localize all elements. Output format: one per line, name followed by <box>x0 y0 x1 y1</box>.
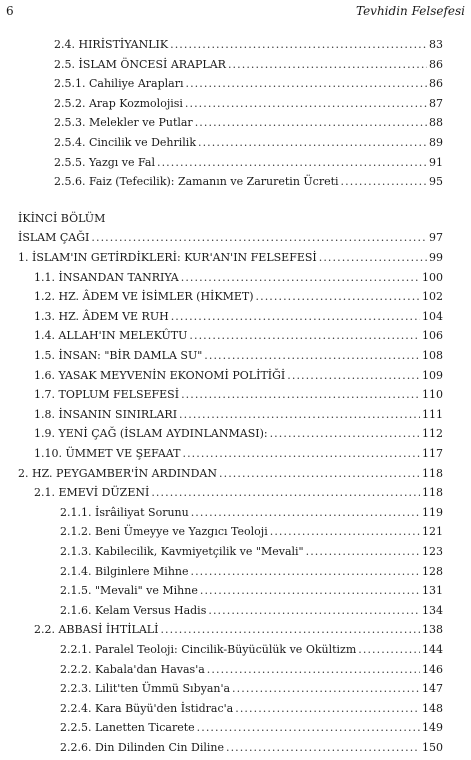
toc-entry-label: 2.1.5. "Mevali" ve Mihne <box>60 584 198 598</box>
toc-entry-label: 1.6. YASAK MEYVENİN EKONOMİ POLİTİĞİ <box>34 368 286 382</box>
toc-entry-page: 111 <box>422 407 443 421</box>
toc-entry-page: 128 <box>422 564 443 578</box>
toc-entry-label: 2.2.6. Din Dilinden Cin Diline <box>60 741 224 754</box>
toc-entry-page: 138 <box>422 623 443 637</box>
toc-entry-label: 2.2.4. Kara Büyü'den İstidrac'a <box>60 701 234 715</box>
dot-leader <box>197 721 420 734</box>
dot-leader <box>358 643 420 656</box>
dot-leader <box>151 486 420 499</box>
toc-entry <box>18 271 443 289</box>
toc-entry <box>18 136 443 154</box>
toc-entry-label: 2.2.1. Paralel Teoloji: Cincilik-Büyücülük ve Okültizm <box>60 643 357 656</box>
toc-entry <box>18 290 443 308</box>
toc-entry-page: 88 <box>429 116 443 130</box>
toc-entry-page: 112 <box>422 427 443 441</box>
toc-entry-label: 2.2.3. Lilit'ten Ümmü Sıbyan'a <box>60 682 231 696</box>
toc-entry-label: 2.2. ABBASİ İHTİLALİ <box>34 623 159 637</box>
toc-entry-page: 149 <box>422 721 443 735</box>
toc-entry <box>18 604 443 622</box>
dot-leader <box>341 175 427 188</box>
toc-entry-label: 2.1.4. Bilginlere Mihne <box>60 564 189 578</box>
toc-entry-label: 2.4. HIRİSTİYANLIK <box>54 38 169 51</box>
toc-entry <box>18 467 443 485</box>
toc-entry-label: 1.7. TOPLUM FELSEFESİ <box>34 388 180 402</box>
toc-entry-page: 86 <box>429 57 443 71</box>
part-heading-label: İKİNCİ BÖLÜM <box>18 211 106 225</box>
page-header <box>6 4 465 22</box>
toc-entry <box>18 38 443 56</box>
dot-leader <box>170 38 427 51</box>
toc-entry <box>18 329 443 347</box>
toc-entry-label: 1.8. İNSANIN SINIRLARI <box>34 407 178 421</box>
toc-entry-label: 1.5. İNSAN: "BİR DAMLA SU" <box>34 349 203 362</box>
dot-leader <box>189 329 420 342</box>
toc-entry <box>18 741 443 759</box>
dot-leader <box>191 506 420 519</box>
toc-entry-page: 134 <box>422 603 443 617</box>
toc-entry-label: 2.5.6. Faiz (Tefecilik): Zamanın ve Zaruretin Ücreti <box>54 175 339 189</box>
toc-entry-label: 2.1.2. Beni Ümeyye ve Yazgıcı Teoloji <box>60 525 268 539</box>
toc-entry-label: 1. İSLAM'IN GETİRDİKLERİ: KUR'AN'IN FELSEFESİ <box>18 251 317 264</box>
toc-entry-page: 83 <box>429 38 443 51</box>
toc-entry <box>18 369 443 387</box>
dot-leader <box>232 682 420 695</box>
toc-entry <box>18 486 443 504</box>
toc-entry-label: 2.2.5. Lanetten Ticarete <box>60 721 195 735</box>
toc-entry-label: 2.1.3. Kabilecilik, Kavmiyetçilik ve "Mevali" <box>60 545 304 558</box>
toc-entry <box>18 427 443 445</box>
toc-entry-page: 110 <box>422 388 443 402</box>
toc-entry-page: 123 <box>422 545 443 558</box>
toc-entry-label: 1.9. YENİ ÇAĞ (İSLAM AYDINLANMASI): <box>34 427 268 441</box>
toc-entry <box>18 97 443 115</box>
toc-entry-page: 150 <box>422 741 443 754</box>
dot-leader <box>182 447 420 460</box>
toc-entry-page: 99 <box>429 251 443 264</box>
toc-entry-page: 102 <box>422 290 443 304</box>
toc-entry-page: 108 <box>422 349 443 362</box>
dot-leader <box>179 408 420 421</box>
toc-entry-page: 109 <box>422 368 443 382</box>
dot-leader <box>157 156 427 169</box>
dot-leader <box>270 427 420 440</box>
toc-entry-page: 86 <box>429 77 443 91</box>
dot-leader <box>181 271 420 284</box>
dot-leader <box>185 97 427 110</box>
dot-leader <box>226 741 420 754</box>
toc-entry <box>18 584 443 602</box>
dot-leader <box>198 136 427 149</box>
toc-entry-label: 2.5.3. Melekler ve Putlar <box>54 116 193 130</box>
toc-entry <box>18 545 443 563</box>
toc-entry-label: 2.5. İSLAM ÖNCESİ ARAPLAR <box>54 57 226 71</box>
toc-entry <box>18 175 443 193</box>
toc-entry-page: 146 <box>422 662 443 676</box>
toc-entry-page: 118 <box>422 486 443 500</box>
dot-leader <box>219 467 420 480</box>
toc-entry <box>18 251 443 269</box>
toc-entry-page: 95 <box>429 175 443 189</box>
toc-entry-page: 100 <box>422 270 443 284</box>
toc-entry <box>18 702 443 720</box>
toc-entry-label: 2.1.1. İsrâiliyat Sorunu <box>60 505 189 519</box>
toc-entry-label: 2.1. EMEVİ DÜZENİ <box>34 486 150 500</box>
toc-entry <box>18 77 443 95</box>
dot-leader <box>228 58 427 71</box>
running-title: Tevhidin Felsefesi <box>356 4 465 18</box>
toc-entry-page: 118 <box>422 466 443 480</box>
toc-entry-page: 104 <box>422 309 443 323</box>
toc-entry <box>18 525 443 543</box>
toc-entry <box>18 231 443 249</box>
toc-entry-page: 119 <box>422 505 443 519</box>
toc-entry-page: 97 <box>429 231 443 245</box>
part-heading <box>18 212 443 230</box>
toc-entry-label: İSLAM ÇAĞI <box>18 231 90 245</box>
toc-entry <box>18 663 443 681</box>
toc-entry-page: 89 <box>429 136 443 149</box>
toc-entry <box>18 682 443 700</box>
toc-entry <box>18 721 443 739</box>
toc-entry-label: 2.2.2. Kabala'dan Havas'a <box>60 662 205 676</box>
toc-entry-label: 1.10. ÜMMET VE ŞEFAAT <box>34 447 181 460</box>
toc-entry-label: 2. HZ. PEYGAMBER'İN ARDINDAN <box>18 466 218 480</box>
toc-entry-page: 147 <box>422 682 443 696</box>
toc-entry-label: 2.5.5. Yazgı ve Fal <box>54 155 155 169</box>
dot-leader <box>185 77 427 90</box>
dot-leader <box>207 663 420 676</box>
toc-entry-label: 1.2. HZ. ÂDEM VE İSİMLER (HİKMET) <box>34 290 254 304</box>
toc-entry <box>18 156 443 174</box>
toc-entry-page: 131 <box>422 584 443 598</box>
toc-entry-label: 2.5.1. Cahiliye Arapları <box>54 77 184 91</box>
toc-entry-page: 117 <box>422 447 443 460</box>
toc-entry <box>18 408 443 426</box>
toc-entry-label: 2.5.4. Cincilik ve Dehrilik <box>54 136 196 149</box>
dot-leader <box>270 525 420 538</box>
toc-entry-label: 1.4. ALLAH'IN MELEKÛTU <box>34 329 188 343</box>
toc-entry-page: 144 <box>422 643 443 656</box>
dot-leader <box>204 349 420 362</box>
toc-entry <box>18 447 443 465</box>
dot-leader <box>195 116 427 129</box>
toc-entry <box>18 565 443 583</box>
toc-entry-page: 91 <box>429 155 443 169</box>
toc-entry <box>18 388 443 406</box>
dot-leader <box>319 251 427 264</box>
dot-leader <box>91 231 427 244</box>
dot-leader <box>287 369 420 382</box>
toc-entry <box>18 623 443 641</box>
toc-entry-page: 148 <box>422 701 443 715</box>
toc-entry <box>18 643 443 661</box>
dot-leader <box>208 604 420 617</box>
toc-entry <box>18 58 443 76</box>
toc-entry <box>18 116 443 134</box>
toc-entry-page: 106 <box>422 329 443 343</box>
toc-entry-page: 87 <box>429 96 443 110</box>
toc-entry-label: 2.1.6. Kelam Versus Hadis <box>60 603 207 617</box>
dot-leader <box>306 545 420 558</box>
toc-entry-label: 1.3. HZ. ÂDEM VE RUH <box>34 309 169 323</box>
dot-leader <box>171 310 420 323</box>
dot-leader <box>235 702 420 715</box>
toc-entry <box>18 310 443 328</box>
page-number: 6 <box>6 4 14 18</box>
toc-entry-label: 1.1. İNSANDAN TANRIYA <box>34 270 179 284</box>
dot-leader <box>160 623 420 636</box>
toc-entry <box>18 349 443 367</box>
dot-leader <box>181 388 420 401</box>
toc-entry-label: 2.5.2. Arap Kozmolojisi <box>54 96 183 110</box>
dot-leader <box>191 565 421 578</box>
toc-entry-page: 121 <box>422 525 443 539</box>
toc-entry <box>18 506 443 524</box>
dot-leader <box>200 584 420 597</box>
dot-leader <box>256 290 420 303</box>
